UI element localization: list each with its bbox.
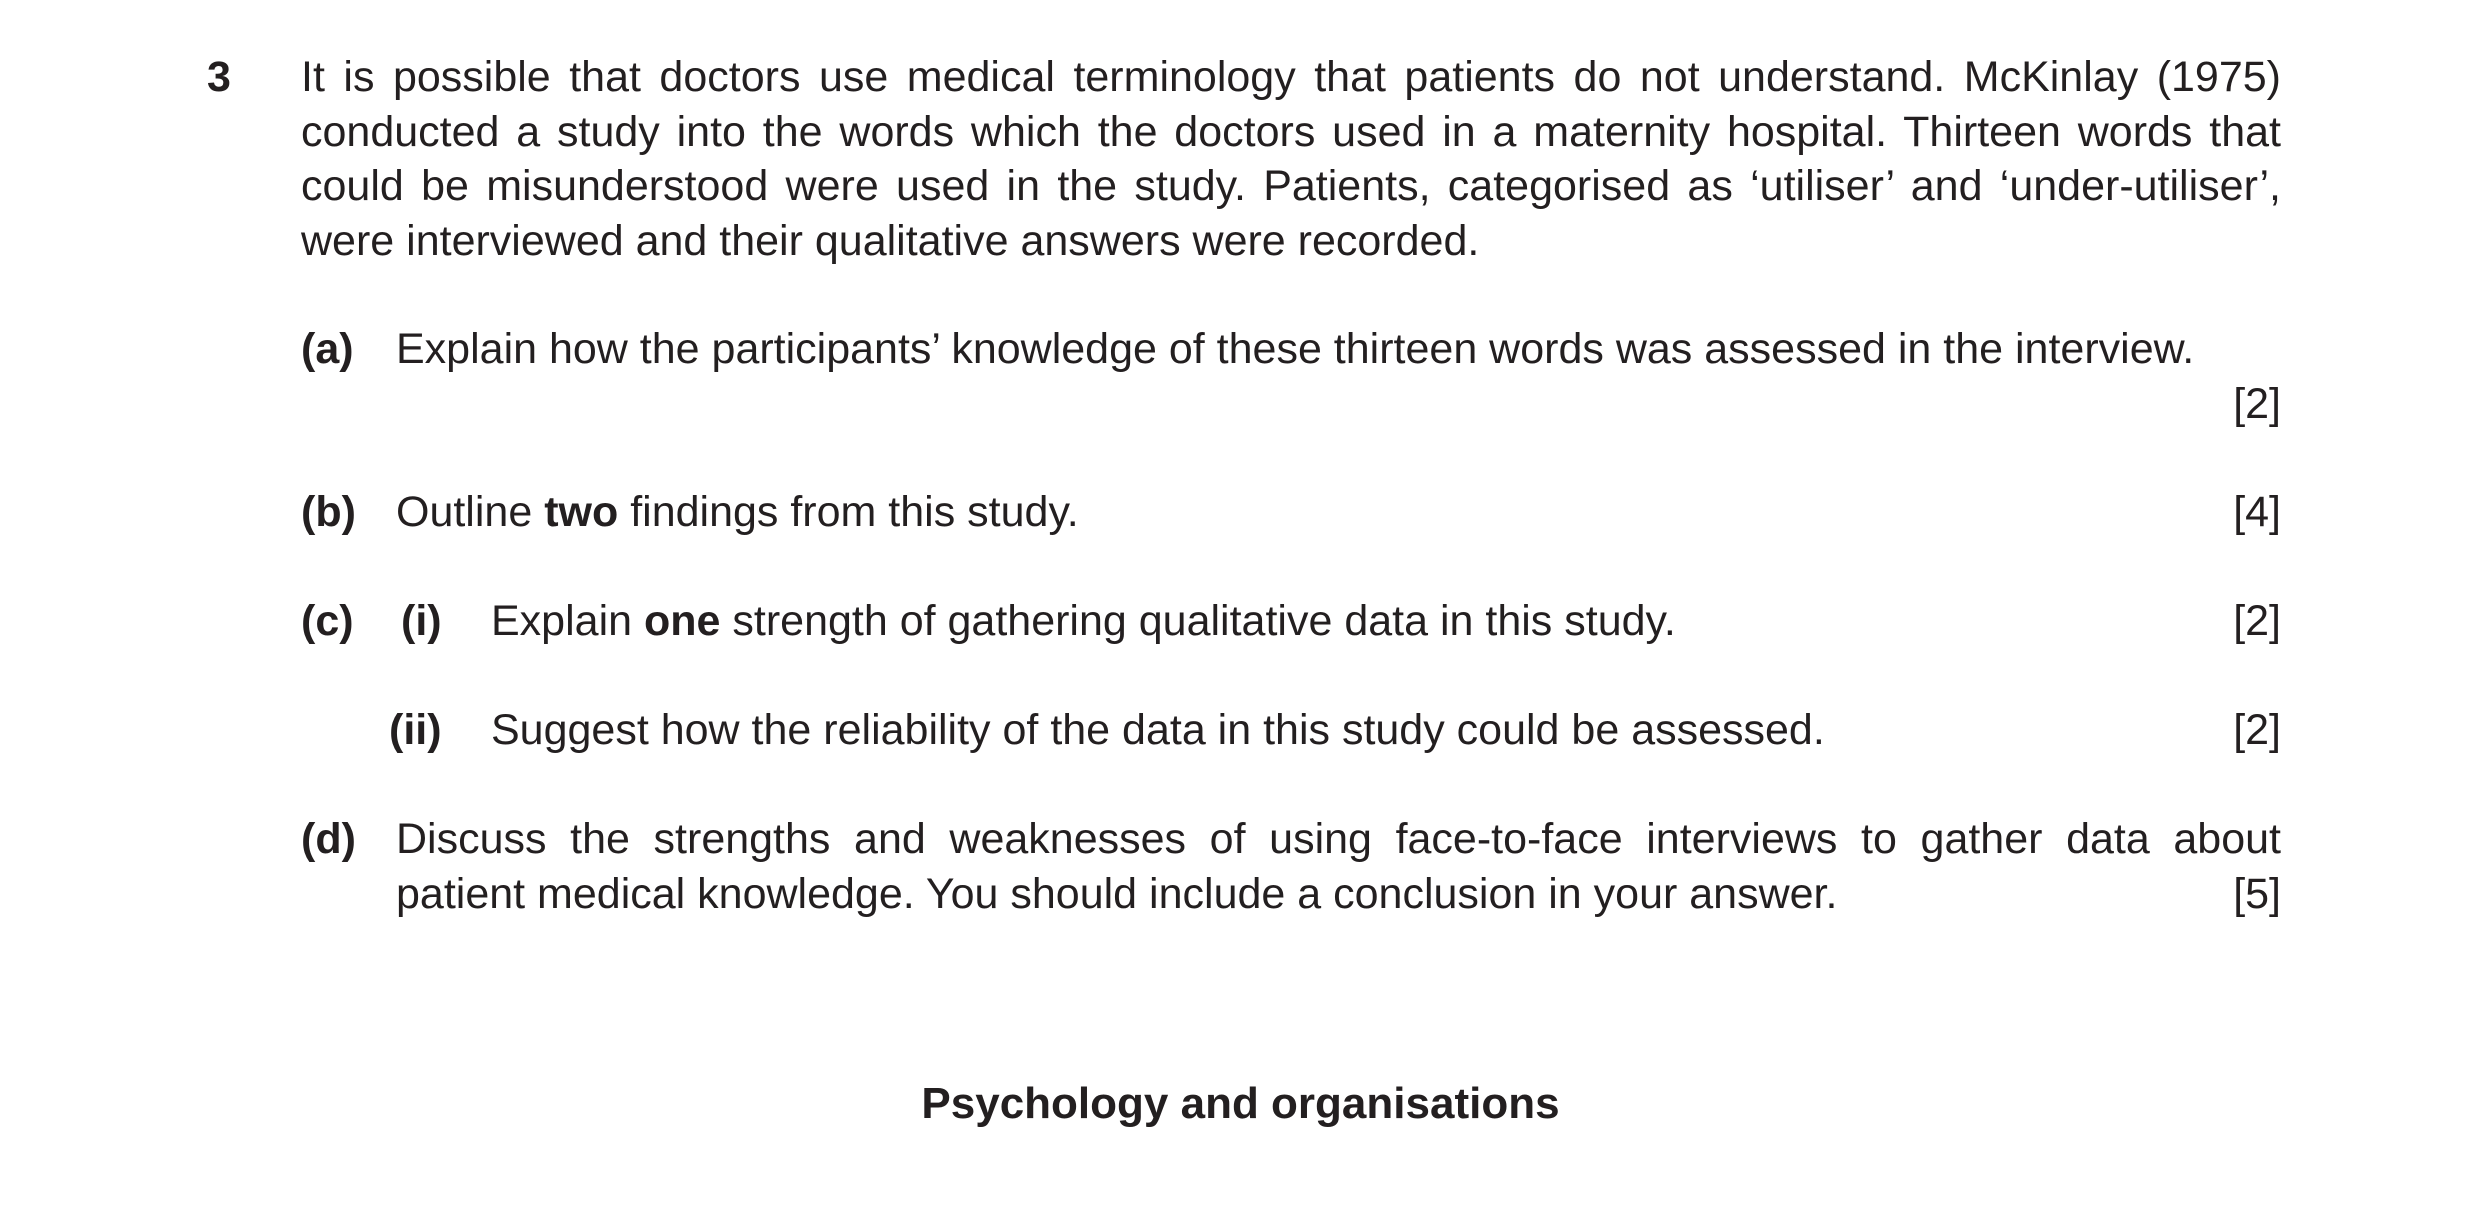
part-b-text	[396, 485, 1079, 540]
part-b-text-before: Outline	[396, 488, 545, 536]
part-a	[301, 322, 2281, 432]
part-b-marks: [4]	[2233, 488, 2281, 536]
part-c-i-text-emphasis: one	[643, 597, 721, 645]
question-number: 3	[207, 53, 231, 101]
part-c-i-text-after: strength of gathering qualitative data in this study.	[720, 597, 1676, 645]
part-c-i	[301, 594, 2281, 650]
part-c-ii-text: Suggest how the reliability of the data in this study could be assessed.	[491, 706, 1825, 754]
part-d-label: (d)	[301, 815, 356, 863]
part-c-label: (c)	[301, 597, 354, 645]
part-b-text-emphasis: two	[544, 488, 619, 536]
part-c-ii	[301, 703, 2281, 759]
part-a-text: Explain how the participants’ knowledge of these thirteen words was assessed in the interview.	[396, 325, 2195, 373]
part-c-i-marks: [2]	[2233, 597, 2281, 645]
part-c-i-text-before: Explain	[491, 597, 644, 645]
section-title: Psychology and organisations	[921, 1079, 1560, 1128]
part-a-label: (a)	[301, 325, 354, 373]
part-d-text: Discuss the strengths and weaknesses of using face-to-face interviews to gather data about patient medical knowledge. You should include a conclusion in your answer.	[396, 815, 2281, 918]
part-c-ii-marks: [2]	[2233, 706, 2281, 754]
part-b-label: (b)	[301, 488, 356, 536]
question-stem: It is possible that doctors use medical terminology that patients do not understand. McKinlay (1975) conducted a study into the words which the doctors used in a maternity hospital. Thirteen words that could be misunderstood were used in the study. Patients, categorised as ‘utiliser’ and ‘under-utiliser’, were interviewed and their qualitative answers were recorded.	[301, 53, 2281, 265]
part-d	[301, 812, 2281, 922]
part-a-marks: [2]	[2233, 379, 2281, 428]
part-c-i-text	[491, 594, 1676, 649]
part-c-ii-label: (ii)	[389, 706, 442, 754]
part-c-i-label: (i)	[401, 597, 442, 645]
part-b	[301, 485, 2281, 541]
part-b-text-after: findings from this study.	[618, 488, 1079, 536]
part-d-marks: [5]	[2233, 869, 2281, 918]
